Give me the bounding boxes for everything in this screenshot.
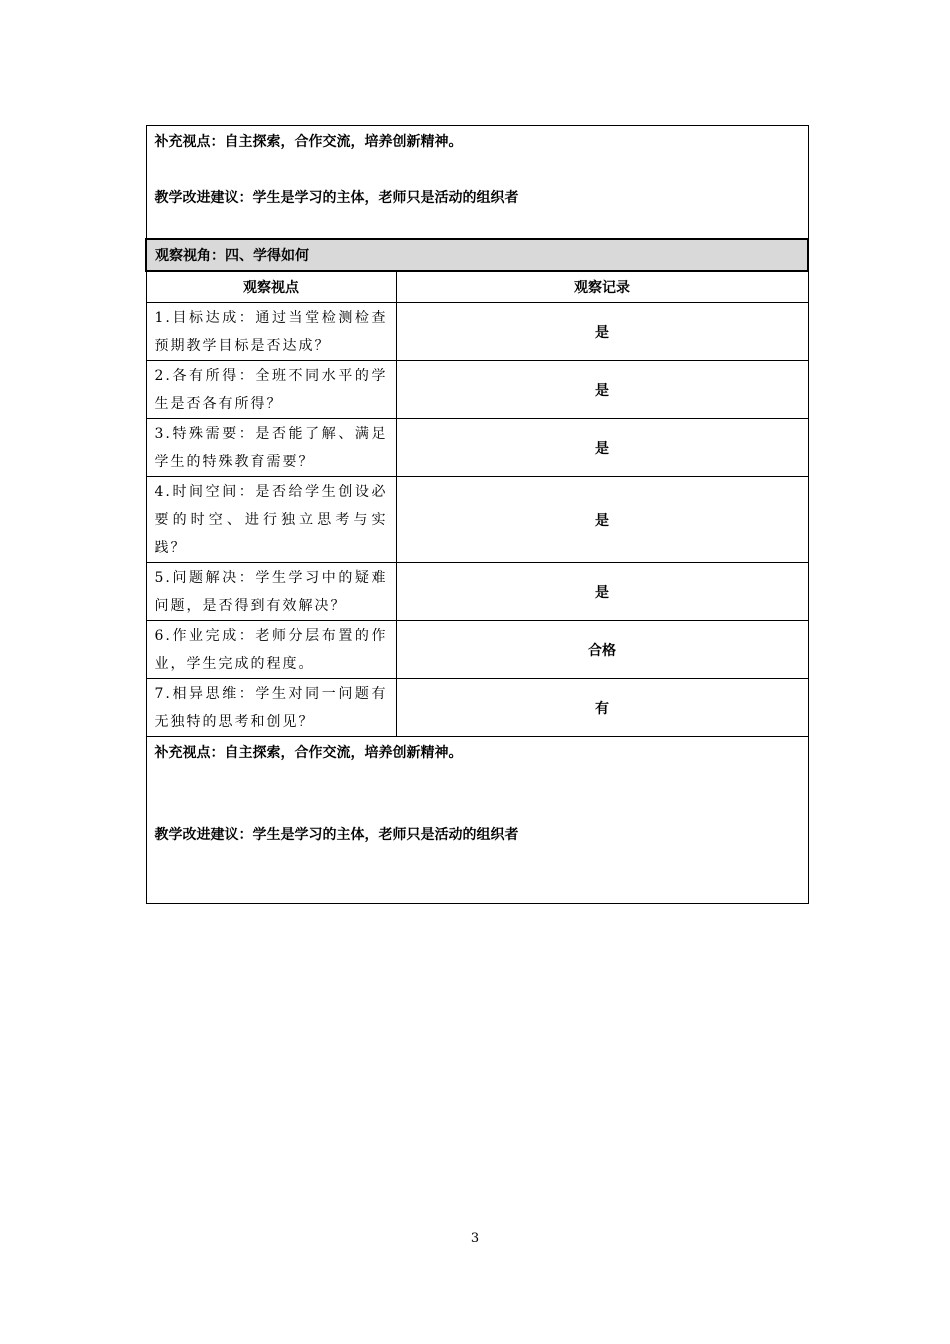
column-header-record: 观察记录 [396, 271, 808, 303]
answer-cell: 有 [396, 679, 808, 737]
answer-cell: 是 [396, 303, 808, 361]
table-row [146, 621, 808, 679]
bottom-supplement-text: 补充视点：自主探索，合作交流，培养创新精神。 [154, 745, 463, 761]
page-number: 3 [470, 1231, 480, 1246]
table-row [146, 361, 808, 419]
answer-cell: 是 [396, 419, 808, 477]
table-row [146, 679, 808, 737]
table-row [146, 419, 808, 477]
table-row [146, 303, 808, 361]
question-cell: 7.相异思维：学生对同一问题有无独特的思考和创见？ [146, 679, 396, 737]
bottom-note-row [146, 737, 808, 904]
bottom-note-cell [146, 737, 808, 904]
top-note-row [146, 126, 808, 240]
bottom-suggestion-text: 教学改进建议：学生是学习的主体，老师只是活动的组织者 [154, 827, 519, 843]
question-cell: 3.特殊需要：是否能了解、满足学生的特殊教育需要？ [146, 419, 396, 477]
answer-cell: 合格 [396, 621, 808, 679]
question-cell: 6.作业完成：老师分层布置的作业，学生完成的程度。 [146, 621, 396, 679]
top-suggestion-text: 教学改进建议：学生是学习的主体，老师只是活动的组织者 [154, 190, 519, 206]
table-row [146, 477, 808, 563]
question-cell: 2.各有所得：全班不同水平的学生是否各有所得？ [146, 361, 396, 419]
section-header-row [146, 239, 808, 271]
question-cell: 1.目标达成：通过当堂检测检查预期教学目标是否达成？ [146, 303, 396, 361]
observation-table [145, 125, 809, 904]
top-supplement-text: 补充视点：自主探索，合作交流，培养创新精神。 [154, 134, 463, 150]
question-cell: 4.时间空间：是否给学生创设必要的时空、进行独立思考与实践？ [146, 477, 396, 563]
column-header-viewpoint: 观察视点 [146, 271, 396, 303]
answer-cell: 是 [396, 563, 808, 621]
column-header-row [146, 271, 808, 303]
question-cell: 5.问题解决：学生学习中的疑难问题，是否得到有效解决？ [146, 563, 396, 621]
section-title: 观察视角：四、学得如何 [146, 239, 808, 271]
top-note-cell [146, 126, 808, 240]
answer-cell: 是 [396, 477, 808, 563]
table-row [146, 563, 808, 621]
answer-cell: 是 [396, 361, 808, 419]
